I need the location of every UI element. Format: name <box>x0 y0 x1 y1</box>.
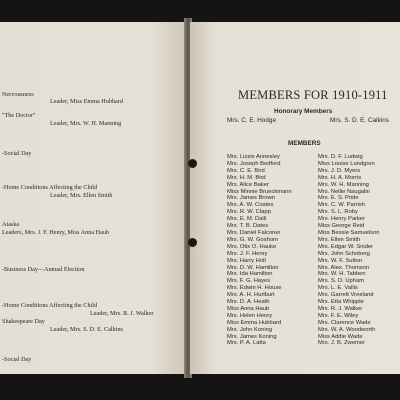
member-name: Miss George Reid <box>318 223 365 230</box>
program-line: Leader, Mrs. Ellen Smith <box>50 192 113 199</box>
members-column-left <box>227 154 292 347</box>
member-name: Mrs. A. W. Coates <box>227 202 274 209</box>
member-name: Mrs. S. D. Upham <box>318 278 365 285</box>
program-line: Leader, Mrs. S. D. E. Calkins <box>50 326 123 333</box>
program-line: -Social Day <box>2 356 32 363</box>
members-column-right <box>318 154 380 347</box>
program-line: "The Doctor" <box>2 112 36 119</box>
member-name: Mrs. John Koning <box>227 326 273 333</box>
member-name: Miss Addie Wade <box>318 333 363 340</box>
left-page <box>0 22 186 374</box>
page-title: MEMBERS FOR 1910-1911 <box>238 88 388 102</box>
member-name: Mrs. D. A. Heath <box>227 299 270 306</box>
member-name: Mrs. E. S. Pride <box>318 195 359 202</box>
member-name: Mrs. J. B. Zwemer <box>318 340 366 347</box>
member-name: Mrs. James Koning <box>227 333 277 340</box>
member-name: Miss Minnie Brueckmann <box>227 188 292 195</box>
member-name: Mrs. W. A. Woodworth <box>318 326 376 333</box>
program-line: Ataska <box>2 221 20 228</box>
member-name: Miss Bessie Samuelson <box>318 229 380 236</box>
member-name: Mrs. Lizzie Annesley <box>227 154 280 160</box>
member-name: Mrs. Ellen Smith <box>318 236 361 243</box>
program-line: Leaders, Mrs. J. F. Henry, Miss Anna Haub <box>2 229 110 236</box>
honorary-member: Mrs. C. E. Hodge <box>227 117 277 124</box>
program-line: Leader, Miss Emma Hubbard <box>50 98 123 105</box>
member-name: Mrs. Garrett Vreeland <box>318 292 374 299</box>
member-name: Mrs. Alice Baker <box>227 181 269 188</box>
member-name: Mrs. Nellie Naugalin <box>318 188 370 195</box>
program-line: -Business Day—Annual Election <box>2 266 85 273</box>
open-booklet <box>0 14 400 380</box>
member-name: Mrs. Edgar W. Snider <box>318 243 374 250</box>
member-name: Mrs. J. D. Myers <box>318 167 361 174</box>
member-name: Mrs. Clarence Wade <box>318 319 371 326</box>
member-name: Mrs. Edwin H. House <box>227 285 282 292</box>
program-line: Leader, Mrs. R. J. Walker <box>90 310 154 317</box>
member-name: Mrs. Daniel Falconer <box>227 229 281 236</box>
honorary-member: Mrs. S. D. E. Calkins <box>330 117 389 124</box>
member-name: Mrs. A. H. Hurlburt <box>227 292 275 299</box>
binding-hole <box>188 238 197 247</box>
member-name: Mrs. P. A. Latta <box>227 340 266 347</box>
member-name: Mrs. E. M. Dalli <box>227 216 267 223</box>
program-line: Leader, Mrs. W. H. Manning <box>50 120 122 127</box>
member-name: Mrs. James Brown <box>227 195 275 202</box>
member-name: Mrs. W. F. Sutton <box>318 257 363 264</box>
member-name: Mrs. J. F. Henry <box>227 250 268 257</box>
program-line: -Home Conditions Affecting the Child <box>2 302 98 309</box>
member-name: Mrs. Helen Henry <box>227 312 273 319</box>
binding-hole <box>188 159 197 168</box>
member-name: Mrs. G. W. Goshorn <box>227 236 279 243</box>
members-heading: MEMBERS <box>288 140 321 147</box>
member-name: Mrs. Etta Whipple <box>318 299 364 306</box>
member-name: Miss Louise Lundgren <box>318 160 375 167</box>
member-name: Mrs. Otis O. Hauke <box>227 243 277 250</box>
program-line: -Home Conditions Affecting the Child <box>2 184 98 191</box>
member-name: Mrs. W. H. Tabben <box>318 271 366 278</box>
program-line: Nervousness <box>2 91 34 98</box>
member-name: Mrs. H. A. Morris <box>318 174 362 181</box>
honorary-heading: Honorary Members <box>274 108 333 115</box>
member-name: Mrs. R. W. Clapp <box>227 209 271 216</box>
member-name: Miss Anna Haub <box>227 305 270 312</box>
right-page <box>190 22 400 374</box>
member-name: Mrs. Henry Parker <box>318 216 366 223</box>
member-name: Mrs. Joseph Bedford <box>227 160 281 167</box>
member-name: Mrs. Alex. Thomson <box>318 264 370 271</box>
program-line: Shakespeare Day <box>2 318 45 325</box>
member-name: Mrs. John Schoberg <box>318 250 370 257</box>
member-name: Mrs. L. E. Vallis <box>318 285 358 292</box>
program-line: -Social Day <box>2 150 32 157</box>
member-name: Mrs. R. J. Walker <box>318 305 363 312</box>
member-name: Mrs. S. L. Roby <box>318 209 358 216</box>
member-name: Mrs. H. M. Bird <box>227 174 266 181</box>
member-name: Mrs. C. W. Parrish <box>318 202 366 209</box>
member-name: Miss Emma Hubbard <box>227 319 282 326</box>
member-name: Mrs. W. H. Manning <box>318 181 369 188</box>
member-name: Mrs. Harry Holt <box>227 257 266 264</box>
member-name: Mrs. Ida Hamilton <box>227 271 273 278</box>
member-name: Mrs. T. B. Dates <box>227 223 269 230</box>
member-name: Mrs. F. E. Wiley <box>318 312 359 319</box>
member-name: Mrs. C. E. Bird <box>227 167 265 174</box>
member-name: Mrs. D. W. Hamilton <box>227 264 279 271</box>
member-name: Mrs. D. F. Ludwig <box>318 154 363 160</box>
member-name: Mrs. F. G. Hayes <box>227 278 271 285</box>
